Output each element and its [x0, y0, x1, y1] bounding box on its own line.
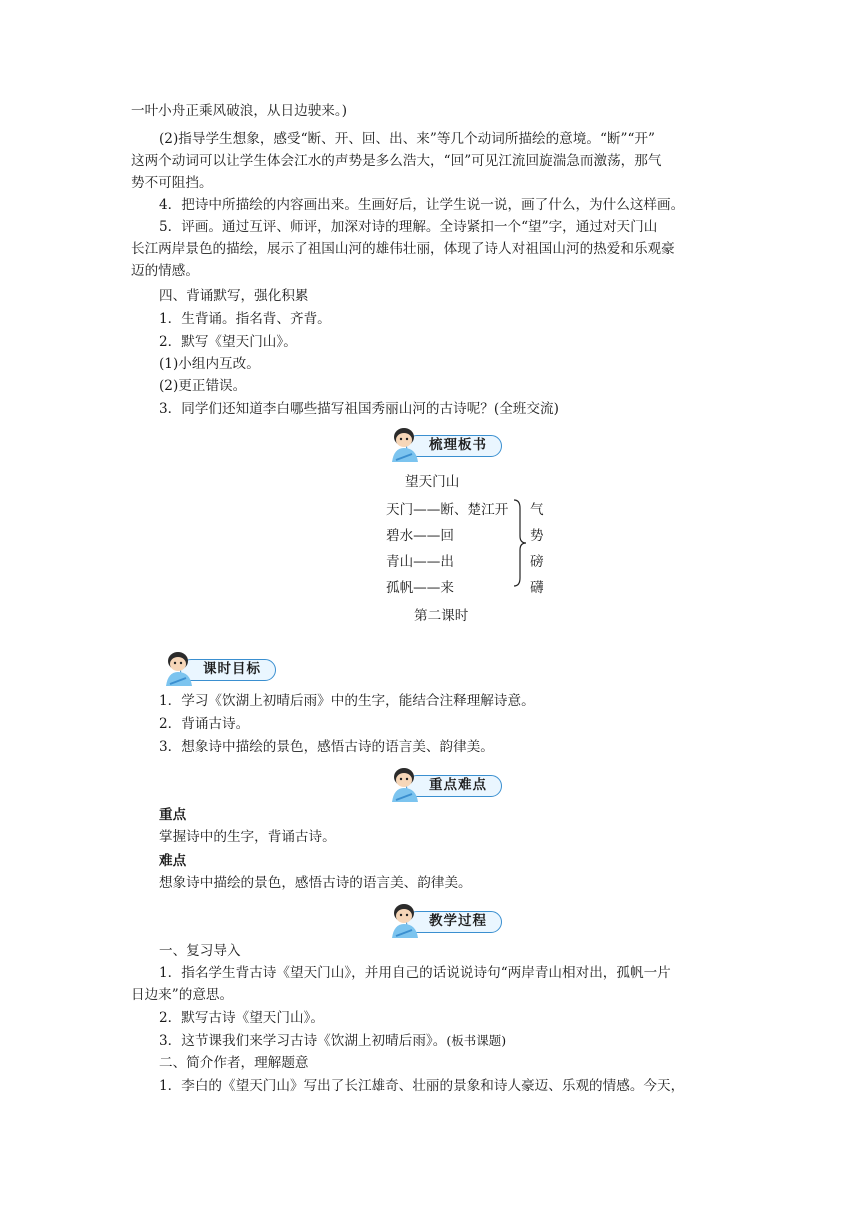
section-heading: 四、背诵默写，强化积累: [159, 288, 309, 304]
goal-item: 3．想象诗中描绘的景色，感悟古诗的语言美、韵律美。: [159, 739, 494, 755]
text-line: 势不可阻挡。: [131, 175, 213, 191]
text-line: 2．默写《望天门山》。: [159, 334, 297, 350]
text-line: (2)指导学生想象，感受“断、开、回、出、来”等几个动词所描绘的意境。“断”“开”: [159, 131, 655, 147]
board-row: 天门——断、楚江开: [386, 502, 509, 518]
goals-badge: [160, 648, 290, 688]
difficulty-label: 难点: [159, 853, 187, 869]
text-line: 这两个动词可以让学生体会江水的声势是多么浩大，“回”可见江流回旋湍急而激荡，那气: [131, 153, 662, 169]
badge-label: 梳理板书: [406, 435, 502, 457]
board-note: (板书课题): [446, 1033, 507, 1048]
text-line: (2)更正错误。: [159, 378, 247, 394]
board-badge: [386, 424, 516, 464]
text-span: 3．这节课我们来学习古诗《饮湖上初晴后雨》。: [159, 1033, 447, 1049]
section-heading: 一、复习导入: [159, 943, 241, 959]
board-side-char: 气: [530, 502, 544, 518]
text-line: [159, 1030, 779, 1052]
board-row: 碧水——回: [386, 528, 454, 544]
text-line: 一叶小舟正乘风破浪，从日边驶来。): [131, 103, 348, 119]
text-line: 迈的情感。: [131, 263, 199, 279]
difficulty-text: 想象诗中描绘的景色，感悟古诗的语言美、韵律美。: [159, 875, 472, 891]
goal-item: 1．学习《饮湖上初晴后雨》中的生字，能结合注释理解诗意。: [159, 693, 535, 709]
section-heading: 二、简介作者，理解题意: [159, 1055, 309, 1071]
board-side-char: 礴: [530, 580, 544, 596]
text-line: 长江两岸景色的描绘，展示了祖国山河的雄伟壮丽，体现了诗人对祖国山河的热爱和乐观豪: [131, 241, 675, 257]
process-badge: [386, 900, 516, 940]
text-line: 1．指名学生背古诗《望天门山》，并用自己的话说说诗句“两岸青山相对出，孤帆一片: [159, 965, 671, 981]
text-line: 1．生背诵。指名背、齐背。: [159, 311, 331, 327]
key-badge: [386, 764, 516, 804]
badge-label: 课时目标: [180, 659, 276, 681]
text-line: 日边来”的意思。: [131, 987, 234, 1003]
board-side-char: 势: [530, 528, 544, 544]
student-mascot-icon: [160, 648, 200, 688]
badge-label: 重点难点: [406, 775, 502, 797]
board-row: 青山——出: [386, 554, 454, 570]
student-mascot-icon: [386, 424, 426, 464]
text-line: 2．默写古诗《望天门山》。: [159, 1010, 324, 1026]
goal-item: 2．背诵古诗。: [159, 716, 250, 732]
board-title: 望天门山: [405, 474, 460, 490]
board-side-char: 磅: [530, 554, 544, 570]
lesson-heading: 第二课时: [414, 608, 469, 624]
student-mascot-icon: [386, 764, 426, 804]
text-line: (1)小组内互改。: [159, 356, 260, 372]
badge-label: 教学过程: [406, 911, 502, 933]
focus-text: 掌握诗中的生字，背诵古诗。: [159, 829, 336, 845]
text-line: 3．同学们还知道李白哪些描写祖国秀丽山河的古诗呢？(全班交流): [159, 401, 559, 417]
student-mascot-icon: [386, 900, 426, 940]
brace-icon: [510, 498, 528, 588]
text-line: 4．把诗中所描绘的内容画出来。生画好后，让学生说一说，画了什么，为什么这样画。: [159, 197, 685, 213]
text-line: 5．评画。通过互评、师评，加深对诗的理解。全诗紧扣一个“望”字，通过对天门山: [159, 219, 658, 235]
text-line: 1．李白的《望天门山》写出了长江雄奇、壮丽的景象和诗人豪迈、乐观的情感。今天，: [159, 1078, 685, 1094]
focus-label: 重点: [159, 807, 187, 823]
board-row: 孤帆——来: [386, 580, 454, 596]
